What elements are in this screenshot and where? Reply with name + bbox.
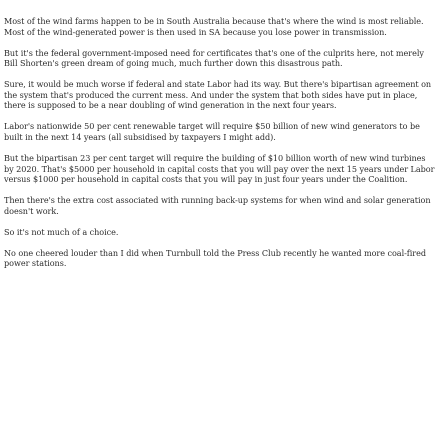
paragraph-7: So it's not much of a choice. xyxy=(4,226,119,237)
paragraph-5: But the bipartisan 23 per cent target will require the building of $10 billion worth of new wind turbines by 2020. That's $5000 per household in capital costs that you will pay over the next 15 years under Labor versus $1000 per household in capital costs that you will pay in just four years under the Coalition. xyxy=(4,152,435,185)
article-body xyxy=(4,16,436,279)
paragraph-8: No one cheered louder than I did when Turnbull told the Press Club recently he wanted more coal-fired power stations. xyxy=(4,247,426,269)
paragraph-2: But it's the federal government-imposed need for certificates that's one of the culprits here, not merely Bill Shorten's green dream of going much, much further down this disastrous path. xyxy=(4,47,424,69)
paragraph-4: Labor's nationwide 50 per cent renewable target will require $50 billion of new wind generators to be built in the next 14 years (all subsidised by taxpayers I might add). xyxy=(4,121,420,142)
paragraph-6: Then there's the extra cost associated with running back-up systems for when wind and solar generation doesn't work. xyxy=(4,195,431,216)
paragraph-3: Sure, it would be much worse if federal and state Labor had its way. But there's bipartisan agreement on the system that's produced the current mess. And under the system that both sides have put in place, there is supposed to be a near doubling of wind generation in the next four years. xyxy=(4,79,432,111)
paragraph-1: Most of the wind farms happen to be in South Australia because that's where the wind is most reliable. Most of the wind-generated power is then used in SA because you lose power in transmission. xyxy=(4,16,424,37)
